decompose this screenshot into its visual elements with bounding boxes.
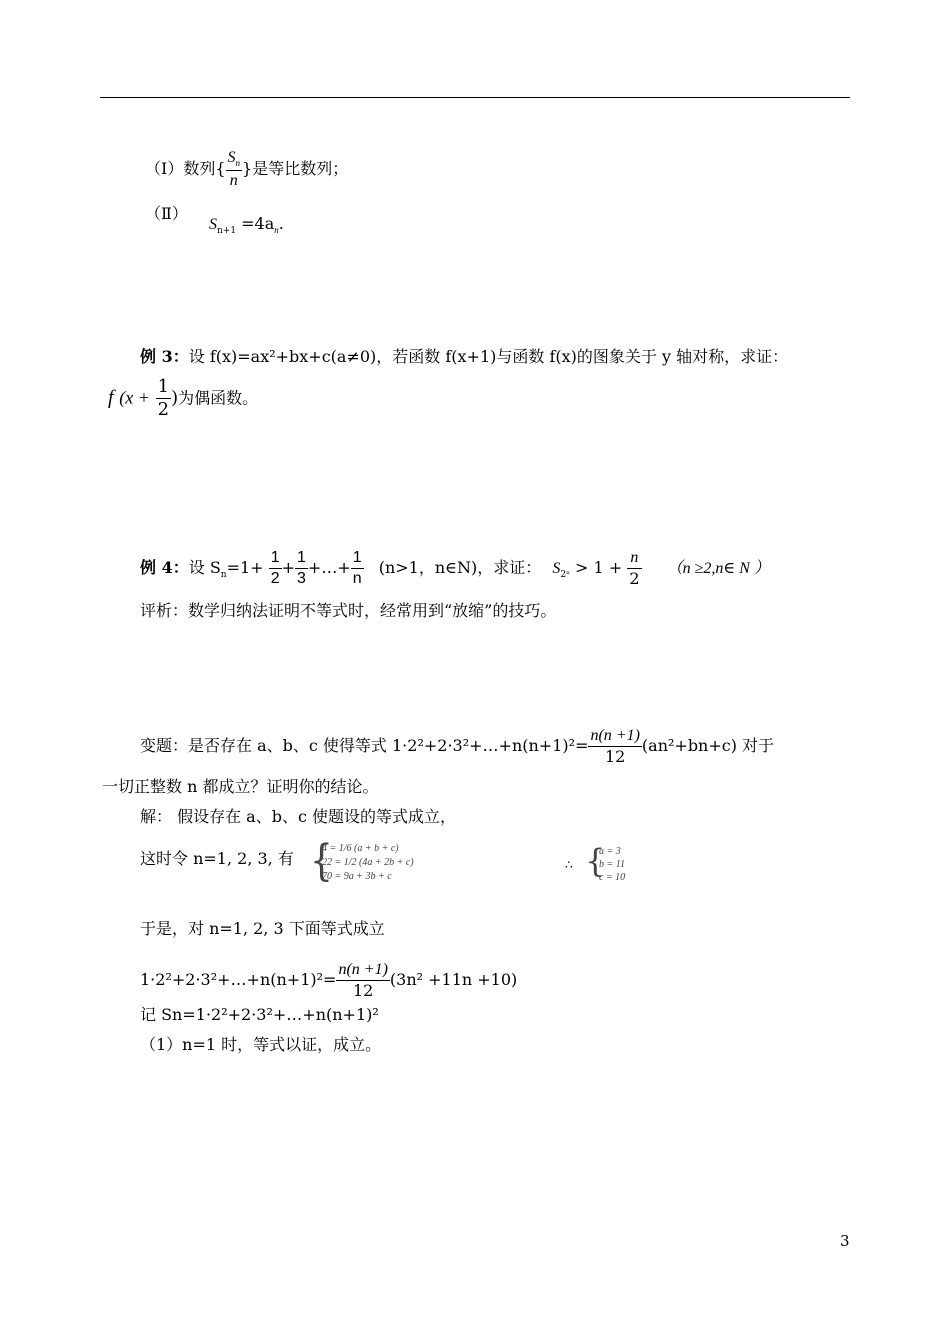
- equation-system: { 4 = 1/6 (a + b + c) 22 = 1/2 (4a + 2b + c) 70 = 9a + 3b + c: [310, 836, 414, 886]
- therefore-symbol: ∴: [565, 858, 573, 872]
- solution-identity: 1·2²+2·3²+…+n(n+1)²= $\frac{n(n +1)}{12}$ (3n² +11n +10): [140, 961, 518, 1000]
- solution-step1: （1）n=1 时，等式以证，成立。: [140, 1035, 382, 1054]
- solution-notation: 记 Sn=1·2²+2·3²+…+n(n+1)²: [140, 1005, 379, 1024]
- example3-formula: f (x + $\frac{1}{2}$ )为偶函数。: [108, 376, 259, 420]
- example4-statement: 例 4：设 $S_n=1+$ $\frac{1}{2}$ + $\frac{1}{3}$ +…+ $\frac{1}{n}$ (n>1，n∈N)，求证： $S_{2^n} > 1$ + $\frac{n}{2}$ （n ≥2,n∈ N ）: [140, 549, 770, 588]
- part2-formula: $S_{n+1} =4a_n$.: [208, 214, 284, 236]
- solution-assumption: 解： 假设存在 a、b、c 使题设的等式成立，: [140, 807, 457, 826]
- solution-let: 这时令 n=1, 2, 3, 有: [140, 849, 294, 868]
- part1: （Ⅰ）数列{ $\frac{S_n}{n}$ }是等比数列；: [145, 149, 349, 189]
- example3-statement: 例 3：设 f(x)=ax²+bx+c(a≠0)，若函数 f(x+1)与函数 f(x)的图象关于 y 轴对称，求证：: [140, 347, 789, 366]
- part2: （Ⅱ） $S_{n+1} =4a_n$.: [145, 203, 284, 232]
- page-number: 3: [840, 1232, 850, 1250]
- part1-fraction: $\frac{S_n}{n}$: [227, 149, 241, 189]
- variant-statement-line2: 一切正整数 n 都成立？证明你的结论。: [102, 777, 379, 796]
- example4-comment: 评析：数学归纳法证明不等式时，经常用到“放缩”的技巧。: [140, 601, 557, 620]
- solution-then: 于是，对 n=1, 2, 3 下面等式成立: [140, 919, 385, 938]
- header-rule: [100, 97, 850, 98]
- solution-values: { a = 3 b = 11 c = 10: [585, 842, 626, 883]
- variant-statement: 变题：是否存在 a、b、c 使得等式 1·2²+2·3²+…+n(n+1)²= $\frac{n(n +1)}{12}$ (an²+bn+c) 对于: [140, 727, 775, 766]
